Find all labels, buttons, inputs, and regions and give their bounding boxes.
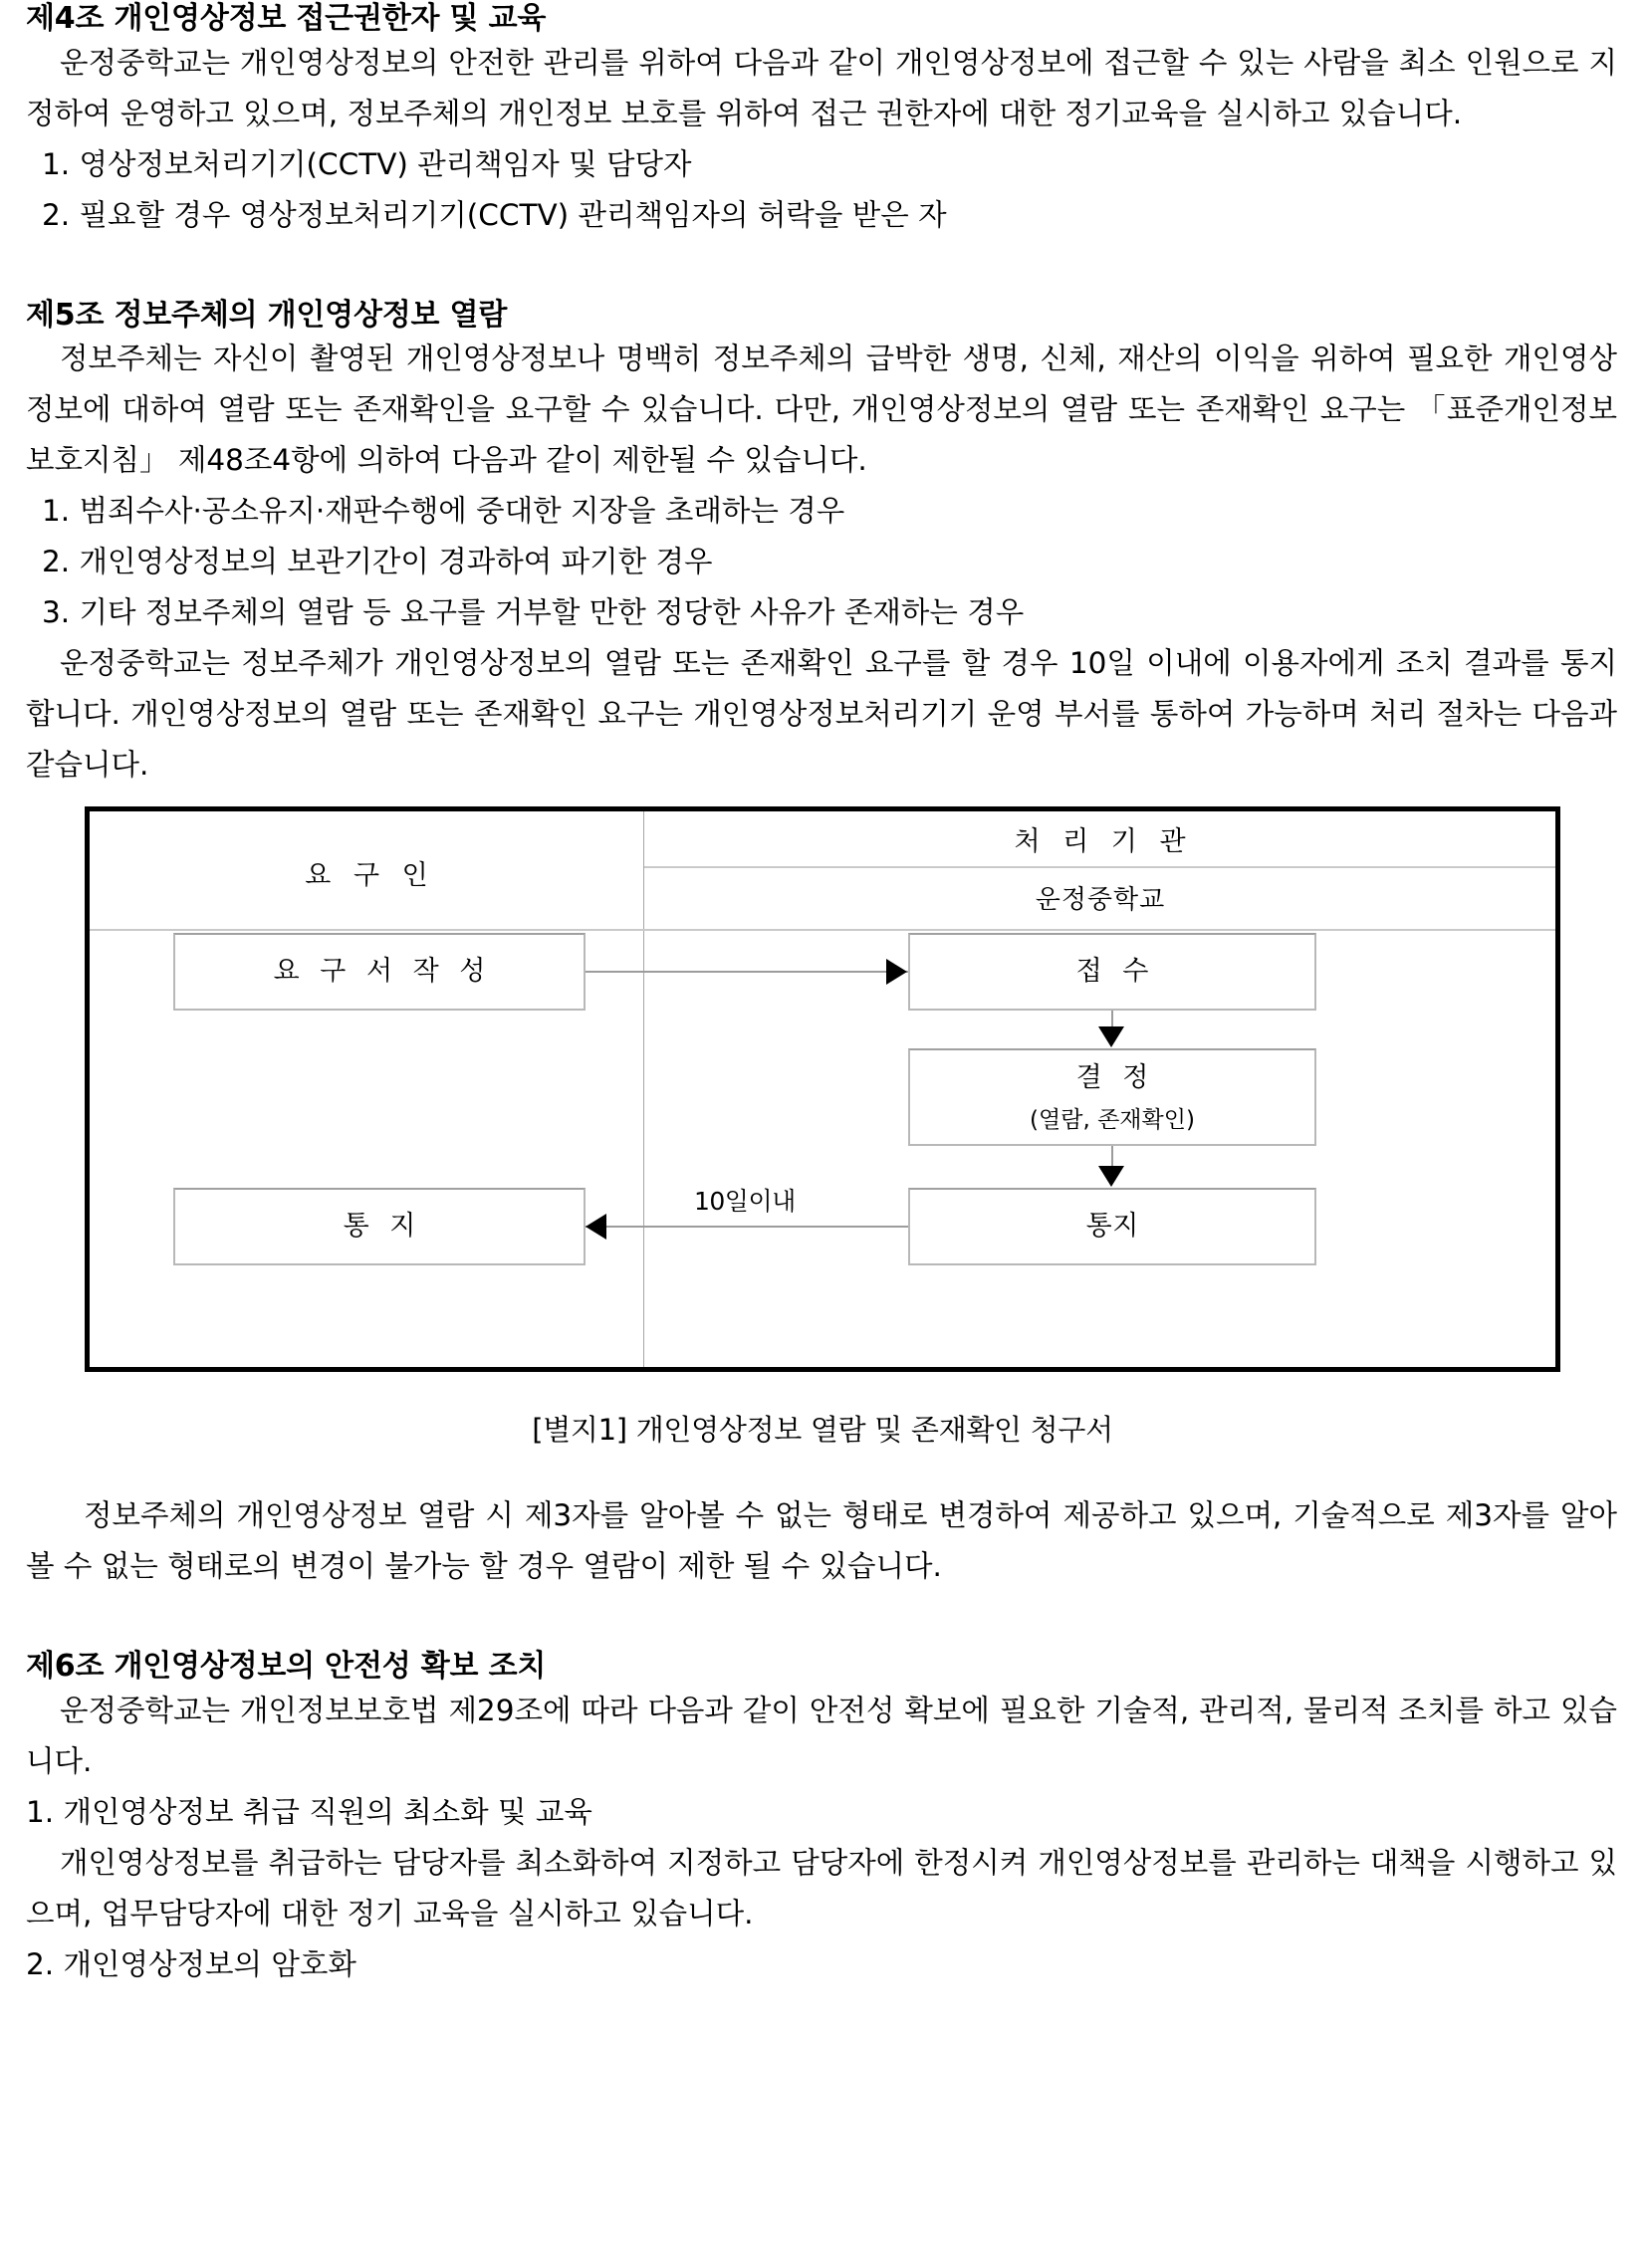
flow-node-request-form-label: 요 구 서 작 성: [273, 956, 492, 988]
flow-node-notify-requester: [173, 1188, 586, 1265]
flowchart-header-requester: 요 구 인: [305, 860, 435, 891]
arrow-right-icon: [886, 959, 907, 985]
flow-node-decision: [908, 1048, 1316, 1146]
flow-node-decision-label: 결 정: [1075, 1061, 1155, 1093]
article5-title: 제5조 정보주체의 개인영상정보 열람: [26, 297, 508, 333]
arrow-left-icon: [586, 1214, 606, 1240]
spacer: [0, 791, 1645, 806]
header-rule: [90, 929, 1555, 931]
header-rule-right: [644, 866, 1555, 868]
arrow-down-icon: [1098, 1166, 1124, 1187]
article5-item-3: 3. 기타 정보주체의 열람 등 요구를 거부할 만한 정당한 사유가 존재하는 경우: [42, 595, 1025, 629]
process-flowchart: [85, 806, 1560, 1372]
spacer: [0, 1592, 1645, 1648]
article5-body-3: 정보주체의 개인영상정보 열람 시 제3자를 알아볼 수 없는 형태로 변경하여 제공하고 있으며, 기술적으로 제3자를 알아볼 수 없는 형태로의 변경이 불가능 할 경우 열람이 제한 될 수 있습니다.: [26, 1498, 1617, 1583]
article4-item-1: 1. 영상정보처리기기(CCTV) 관리책임자 및 담당자: [42, 146, 692, 181]
flowchart-caption: [별지1] 개인영상정보 열람 및 존재확인 청구서: [532, 1413, 1113, 1447]
arrow-down-icon: [1098, 1026, 1124, 1047]
article6-item-2: 2. 개인영상정보의 암호화: [26, 1946, 356, 1981]
spacer: [0, 1449, 1645, 1490]
flow-node-notify-requester-label: 통 지: [343, 1211, 422, 1243]
connector-decision-to-notify: [1111, 1146, 1113, 1168]
article4-title: 제4조 개인영상정보 접근권한자 및 교육: [26, 1, 547, 36]
article6-title: 제6조 개인영상정보의 안전성 확보 조치: [26, 1649, 547, 1684]
article4-body: 운정중학교는 개인영상정보의 안전한 관리를 위하여 다음과 같이 개인영상정보에 접근할 수 있는 사람을 최소 인원으로 지정하여 운영하고 있으며, 정보주체의 개인정보 보호를 위하여 접근 권한자에 대한 정기교육을 실시하고 있습니다.: [26, 45, 1617, 130]
flowchart-header-school: 운정중학교: [1035, 885, 1166, 915]
article5-body-1: 정보주체는 자신이 촬영된 개인영상정보나 명백히 정보주체의 급박한 생명, 신체, 재산의 이익을 위하여 필요한 개인영상정보에 대하여 열람 또는 존재확인을 요구할 수 있습니다. 다만, 개인영상정보의 열람 또는 존재확인 요구는 「표준개인정보보호지침」 제48조4항에 의하여 다음과 같이 제한될 수 있습니다.: [26, 341, 1617, 477]
flow-node-receipt-label: 접 수: [1075, 956, 1155, 988]
article5-item-2: 2. 개인영상정보의 보관기간이 경과하여 파기한 경우: [42, 545, 713, 578]
flow-node-receipt: [908, 933, 1316, 1011]
connector-request-to-receipt: [586, 971, 908, 973]
article5-item-1: 1. 범죄수사·공소유지·재판수행에 중대한 지장을 초래하는 경우: [42, 494, 845, 528]
article6-body-1: 운정중학교는 개인정보보호법 제29조에 따라 다음과 같이 안전성 확보에 필요한 기술적, 관리적, 물리적 조치를 하고 있습니다.: [26, 1693, 1617, 1778]
article4-item-2: 2. 필요할 경우 영상정보처리기기(CCTV) 관리책임자의 허락을 받은 자: [42, 197, 947, 232]
spacer: [0, 241, 1645, 297]
flow-node-notify-agency: [908, 1188, 1316, 1265]
flowchart-header-agency: 처 리 기 관: [1014, 826, 1193, 857]
flow-node-notify-agency-label: 통지: [1085, 1211, 1139, 1243]
edge-label-ten-days: 10일이내: [694, 1187, 796, 1216]
flow-node-request-form: [173, 933, 586, 1011]
article5-body-2: 운정중학교는 정보주체가 개인영상정보의 열람 또는 존재확인 요구를 할 경우 10일 이내에 이용자에게 조치 결과를 통지합니다. 개인영상정보의 열람 또는 존재확인 요구는 개인영상정보처리기기 운영 부서를 통하여 가능하며 처리 절차는 다음과 같습니다.: [26, 646, 1617, 782]
connector-notify-to-requester: [586, 1226, 908, 1228]
flowchart-inner: [90, 811, 1555, 1367]
flow-node-decision-sublabel: (열람, 존재확인): [1030, 1106, 1195, 1133]
article6-item-1-body: 개인영상정보를 취급하는 담당자를 최소화하여 지정하고 담당자에 한정시켜 개인영상정보를 관리하는 대책을 시행하고 있으며, 업무담당자에 대한 정기 교육을 실시하고 있습니다.: [26, 1845, 1617, 1930]
article6-item-1: 1. 개인영상정보 취급 직원의 최소화 및 교육: [26, 1794, 592, 1829]
